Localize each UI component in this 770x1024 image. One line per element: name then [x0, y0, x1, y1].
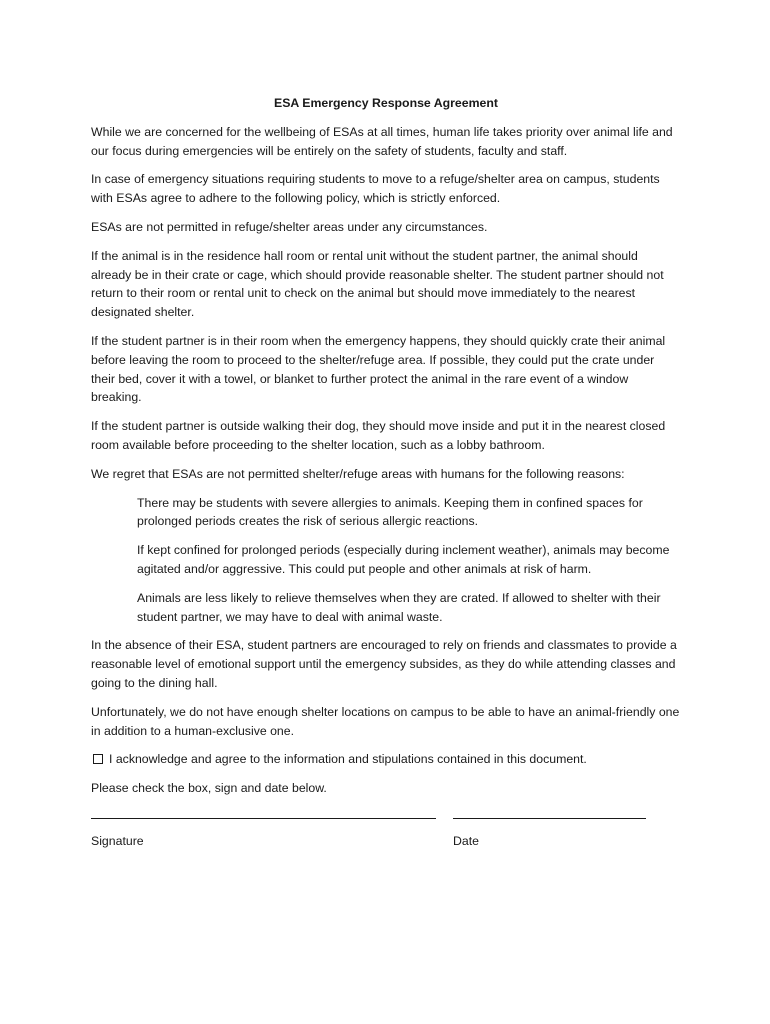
- paragraph: In case of emergency situations requiring students to move to a refuge/shelter area on campus, students with ESAs agree to adhere to the following policy, which is strictly enforced.: [91, 172, 660, 206]
- instruction-text: Please check the box, sign and date below.: [91, 781, 327, 796]
- reason-item: Animals are less likely to relieve themselves when they are crated. If allowed to shelter with their student partner, we may have to deal with animal waste.: [137, 590, 661, 624]
- acknowledge-checkbox[interactable]: [93, 754, 103, 764]
- paragraph: We regret that ESAs are not permitted shelter/refuge areas with humans for the following reasons:: [91, 466, 625, 481]
- paragraph: If the student partner is in their room when the emergency happens, they should quickly crate their animal before leaving the room to proceed to the shelter/refuge area. If possible, they could put the crate under their bed, cover it with a towel, or blanket to further protect the animal in the rare event of a window breaking.: [91, 333, 666, 405]
- reason-item: If kept confined for prolonged periods (especially during inclement weather), animals may become agitated and/or aggressive. This could put people and other animals at risk of harm.: [137, 543, 670, 576]
- date-label: Date: [453, 833, 479, 848]
- paragraph: In the absence of their ESA, student partners are encouraged to rely on friends and classmates to provide a reasonable level of emotional support until the emergency subsides, as they do while attending classes and going to the dining hall.: [91, 638, 677, 690]
- paragraph: ESAs are not permitted in refuge/shelter areas under any circumstances.: [91, 219, 488, 234]
- document-body: [91, 94, 681, 868]
- paragraph: Unfortunately, we do not have enough shelter locations on campus to be able to have an animal-friendly one in addition to a human-exclusive one.: [91, 704, 680, 738]
- date-line[interactable]: [453, 818, 646, 819]
- paragraph: If the student partner is outside walking their dog, they should move inside and put it in the nearest closed room available before proceeding to the shelter location, such as a lobby bathroom.: [91, 419, 666, 452]
- acknowledgement-text: I acknowledge and agree to the information and stipulations contained in this document.: [109, 752, 587, 767]
- signature-label: Signature: [91, 833, 144, 848]
- signature-section: [91, 808, 681, 868]
- reason-item: There may be students with severe allergies to animals. Keeping them in confined spaces for prolonged periods creates the risk of serious allergic reactions.: [137, 495, 643, 529]
- paragraph: While we are concerned for the wellbeing of ESAs at all times, human life takes priority over animal life and our focus during emergencies will be entirely on the safety of students, faculty and staff.: [91, 124, 673, 158]
- signature-line[interactable]: [91, 818, 436, 819]
- acknowledgement-row: [91, 750, 681, 769]
- document-title: ESA Emergency Response Agreement: [274, 96, 498, 110]
- paragraph: If the animal is in the residence hall room or rental unit without the student partner, the animal should already be in their crate or cage, which should provide reasonable shelter. The student partner should not return to their room or rental unit to check on the animal but should move immediately to the nearest designated shelter.: [91, 248, 664, 320]
